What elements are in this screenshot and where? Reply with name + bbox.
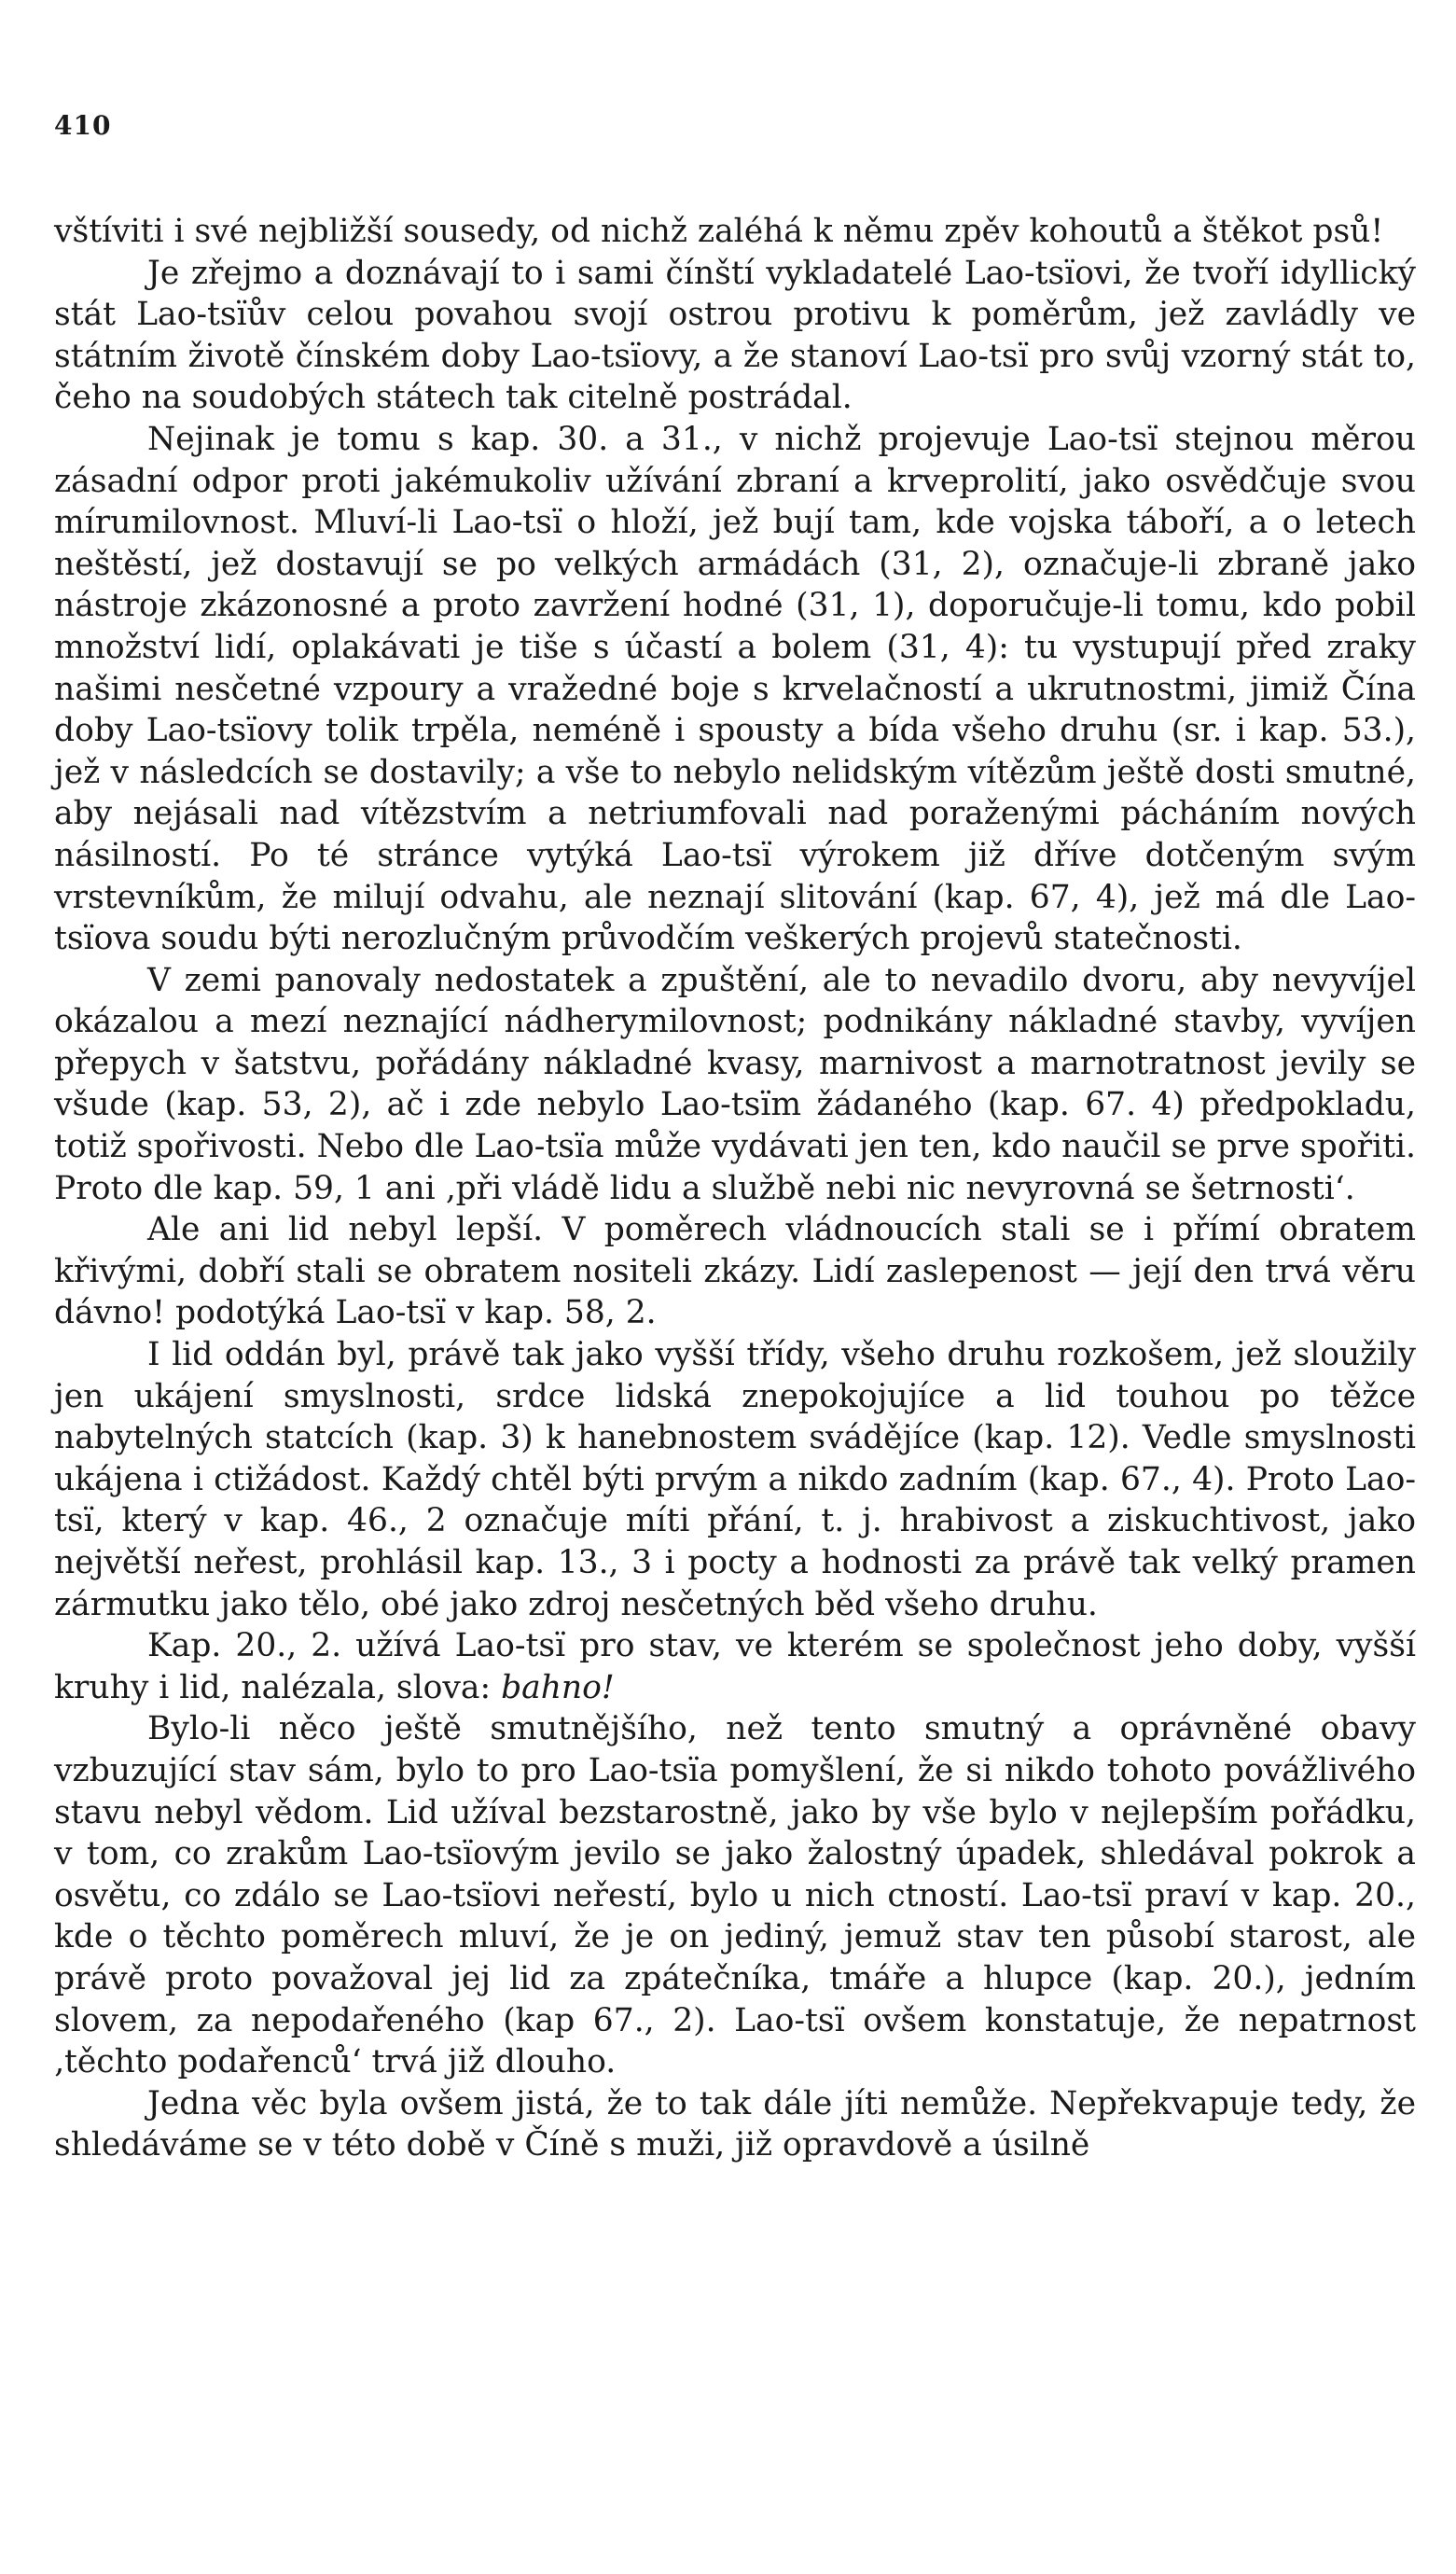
paragraph-7-emphasis: bahno! [501, 1668, 615, 1706]
paragraph-7-text: Kap. 20., 2. užívá Lao-tsï pro stav, ve kterém se společnost jeho doby, vyšší kruhy i lid, nalézala, slova: [54, 1627, 1416, 1706]
body-text [54, 211, 1416, 2166]
paragraph-3: Nejinak je tomu s kap. 30. a 31., v nichž projevuje Lao-tsï stejnou měrou zásadní odpor proti jakémukoliv užívání zbraní a krveprolití, jako osvědčuje svou mírumilovnost. Mluví-li Lao-tsï o hloží, jež bují tam, kde vojska táboří, a o letech neštěstí, jež dostavují se po velkých armádách (31, 2), označuje-li zbraně jako nástroje zkázonosné a proto zavržení hodné (31, 1), doporučuje-li tomu, kdo pobil množství lidí, oplakávati je tiše s účastí a bolem (31, 4): tu vystupují před zraky našimi nesčetné vzpoury a vražedné boje s krvelačností a ukrutnostmi, jimiž Čína doby Lao-tsïovy tolik trpěla, neméně i spousty a bída všeho druhu (sr. i kap. 53.), jež v následcích se dostavily; a vše to nebylo nelidským vítězům ještě dosti smutné, aby nejásali nad vítězstvím a netriumfovali nad poraženými pácháním nových násilností. Po té stránce vytýká Lao-tsï výrokem již dříve dotčeným svým vrstevníkům, že milují odvahu, ale neznají slitování (kap. 67, 4), jež má dle Lao-tsïova soudu býti nerozlučným průvodčím veškerých projevů statečnosti. [54, 420, 1416, 958]
paragraph-7 [54, 1625, 1416, 1708]
paragraph-4: V zemi panovaly nedostatek a zpuštění, ale to nevadilo dvoru, aby nevyvíjel okázalou a mezí neznající nádherymilovnost; podnikány nákladné stavby, vyvíjen přepych v šatstvu, pořádány nákladné kvasy, marnivost a marnotratnost jevily se všude (kap. 53, 2), ač i zde nebylo Lao-tsïm žádaného (kap. 67. 4) předpokladu, totiž spořivosti. Nebo dle Lao-tsïa může vydávati jen ten, kdo naučil se prve spořiti. Proto dle kap. 59, 1 ani ‚při vládě lidu a službě nebi nic nevyrovná se šetrnosti‘. [54, 961, 1416, 1207]
paragraph-5: Ale ani lid nebyl lepší. V poměrech vládnoucích stali se i přímí obratem křivými, dobří stali se obratem nositeli zkázy. Lidí zaslepenost — její den trvá věru dávno! podotýká Lao-tsï v kap. 58, 2. [54, 1211, 1416, 1332]
paragraph-2: Je zřejmo a doznávají to i sami čínští vykladatelé Lao-tsïovi, že tvoří idyllický stát Lao-tsïův celou povahou svojí ostrou protivu k poměrům, jež zavládly ve státním životě čínském doby Lao-tsïovy, a že stanoví Lao-tsï pro svůj vzorný stát to, čeho na soudobých státech tak citelně postrádal. [54, 254, 1416, 417]
paragraph-9: Jedna věc byla ovšem jistá, že to tak dále jíti nemůže. Nepřekvapuje tedy, že shledáváme se v této době v Číně s muži, již opravdově a úsilně [54, 2084, 1416, 2164]
paragraph-8: Bylo-li něco ještě smutnějšího, než tento smutný a oprávněné obavy vzbuzující stav sám, bylo to pro Lao-tsïa pomyšlení, že si nikdo tohoto povážlivého stavu nebyl vědom. Lid užíval bezstarostně, jako by vše bylo v nejlepším pořádku, v tom, co zrakům Lao-tsïovým jevilo se jako žalostný úpadek, shledával pokrok a osvětu, co zdálo se Lao-tsïovi neřestí, bylo u nich ctností. Lao-tsï praví v kap. 20., kde o těchto poměrech mluví, že je on jediný, jemuž stav ten působí starost, ale právě proto považoval jej lid za zpátečníka, tmáře a hlupce (kap. 20.), jedním slovem, za nepodařeného (kap 67., 2). Lao-tsï ovšem konstatuje, že nepatrnost ‚těchto podařenců‘ trvá již dlouho. [54, 1710, 1416, 2081]
paragraph-6: I lid oddán byl, právě tak jako vyšší třídy, všeho druhu rozkošem, jež sloužily jen ukájení smyslnosti, srdce lidská znepokojujíce a lid touhou po těžce nabytelných statcích (kap. 3) k hanebnostem svádějíce (kap. 12). Vedle smyslnosti ukájena i ctižádost. Každý chtěl býti prvým a nikdo zadním (kap. 67., 4). Proto Lao-tsï, který v kap. 46., 2 označuje míti přání, t. j. hrabivost a ziskuchtivost, jako největší neřest, prohlásil kap. 13., 3 i pocty a hodnosti za právě tak velký pramen zármutku jako tělo, obé jako zdroj nesčetných běd všeho druhu. [54, 1336, 1416, 1623]
paragraph-1: vštíviti i své nejbližší sousedy, od nichž zaléhá k němu zpěv kohoutů a štěkot psů! [54, 213, 1384, 250]
page-number: 410 [54, 110, 112, 141]
